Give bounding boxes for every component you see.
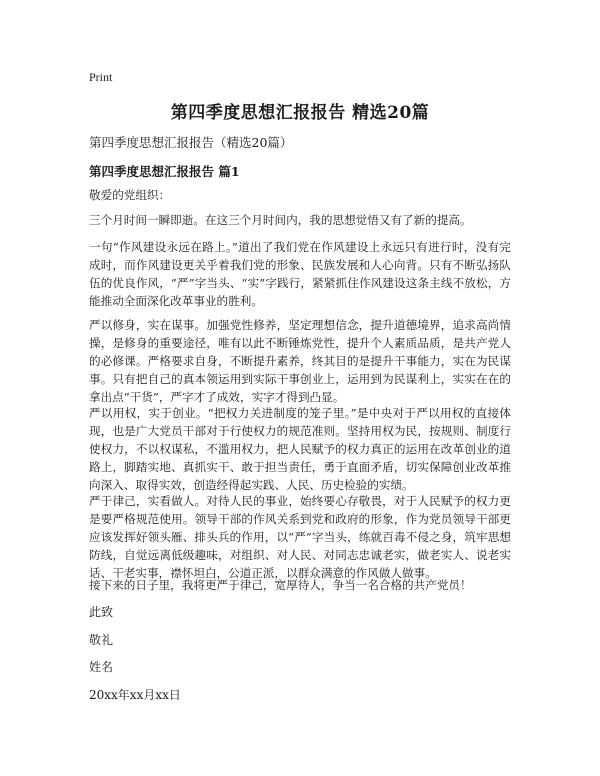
section-heading: 第四季度思想汇报报告 篇1: [89, 164, 240, 179]
paragraph-6: 接下来的日子里，我将更严于律己，宽厚待人，争当一名合格的共产党员！: [89, 578, 472, 592]
paragraph-4: 严以用权，实于创业。“把权力关进制度的笼子里。”是中央对于严以用权的直接体现，也是广大党员干部对于行使权力的规范准则。坚持用权为民，按规则、制度行使权力，不以权谋私，不滥用权力，把人民赋予的权力真正的运用在改革创业的道路上，脚踏实地、真抓实干、敢于担当责任，勇于直面矛盾，切实保障创业改革推向深入、取得实效，创造经得起实践、人民、历史检验的实绩。: [89, 406, 511, 492]
paragraph-1: 三个月时间一瞬即逝。在这三个月时间内，我的思想觉悟又有了新的提高。: [89, 213, 472, 227]
document-subtitle: 第四季度思想汇报报告（精选20篇）: [89, 135, 293, 150]
paragraph-3: 严以修身，实在谋事。加强党性修养，坚定理想信念，提升道德境界，追求高尚情操，是修身的重要途径，唯有以此不断锤炼党性，提升个人素质品质，是共产党人的必修课。严格要求自身，不断提升素养，终其目的是提升干事能力，实在为民谋事。只有把自己的真本领运用到实际干事创业上，运用到为民谋利上，实实在在的拿出点“干货”，严字才了成效，实字才得到凸显。: [89, 318, 511, 404]
signature-name: 姓名: [89, 660, 114, 674]
paragraph-2: 一句“作风建设永远在路上。”道出了我们党在作风建设上永远只有进行时，没有完成时，而作风建设更关乎着我们党的形象、民族发展和人心向背。只有不断弘扬队伍的优良作风，“严”字当头、“实”字践行，紧紧抓住作风建设这条主线不放松，方能推动全面深化改革事业的胜利。: [89, 240, 511, 308]
greeting: 敬爱的党组织：: [89, 188, 171, 202]
signature-date: 20xx年xx月xx日: [89, 688, 181, 702]
page-title: 第四季度思想汇报报告 精选20篇: [170, 103, 430, 123]
closing-salutation: 此致: [89, 605, 114, 619]
paragraph-5: 严于律己，实看做人。对待人民的事业，始终要心存敬畏，对于人民赋予的权力更是要严格规范使用。领导干部的作风关系到党和政府的形象，作为党员领导干部更应该发挥好领头雁、排头兵的作用，以“严”字当头，练就百毒不侵之身，筑牢思想防线，自觉远离低级趣味，对组织、对人民、对同志忠诚老实，做老实人、说老实话、干老实事，襟怀坦白，公道正派，以群众满意的作风做人做事。: [89, 494, 511, 580]
print-link[interactable]: Print: [89, 70, 113, 84]
closing-regards: 敬礼: [89, 633, 114, 647]
